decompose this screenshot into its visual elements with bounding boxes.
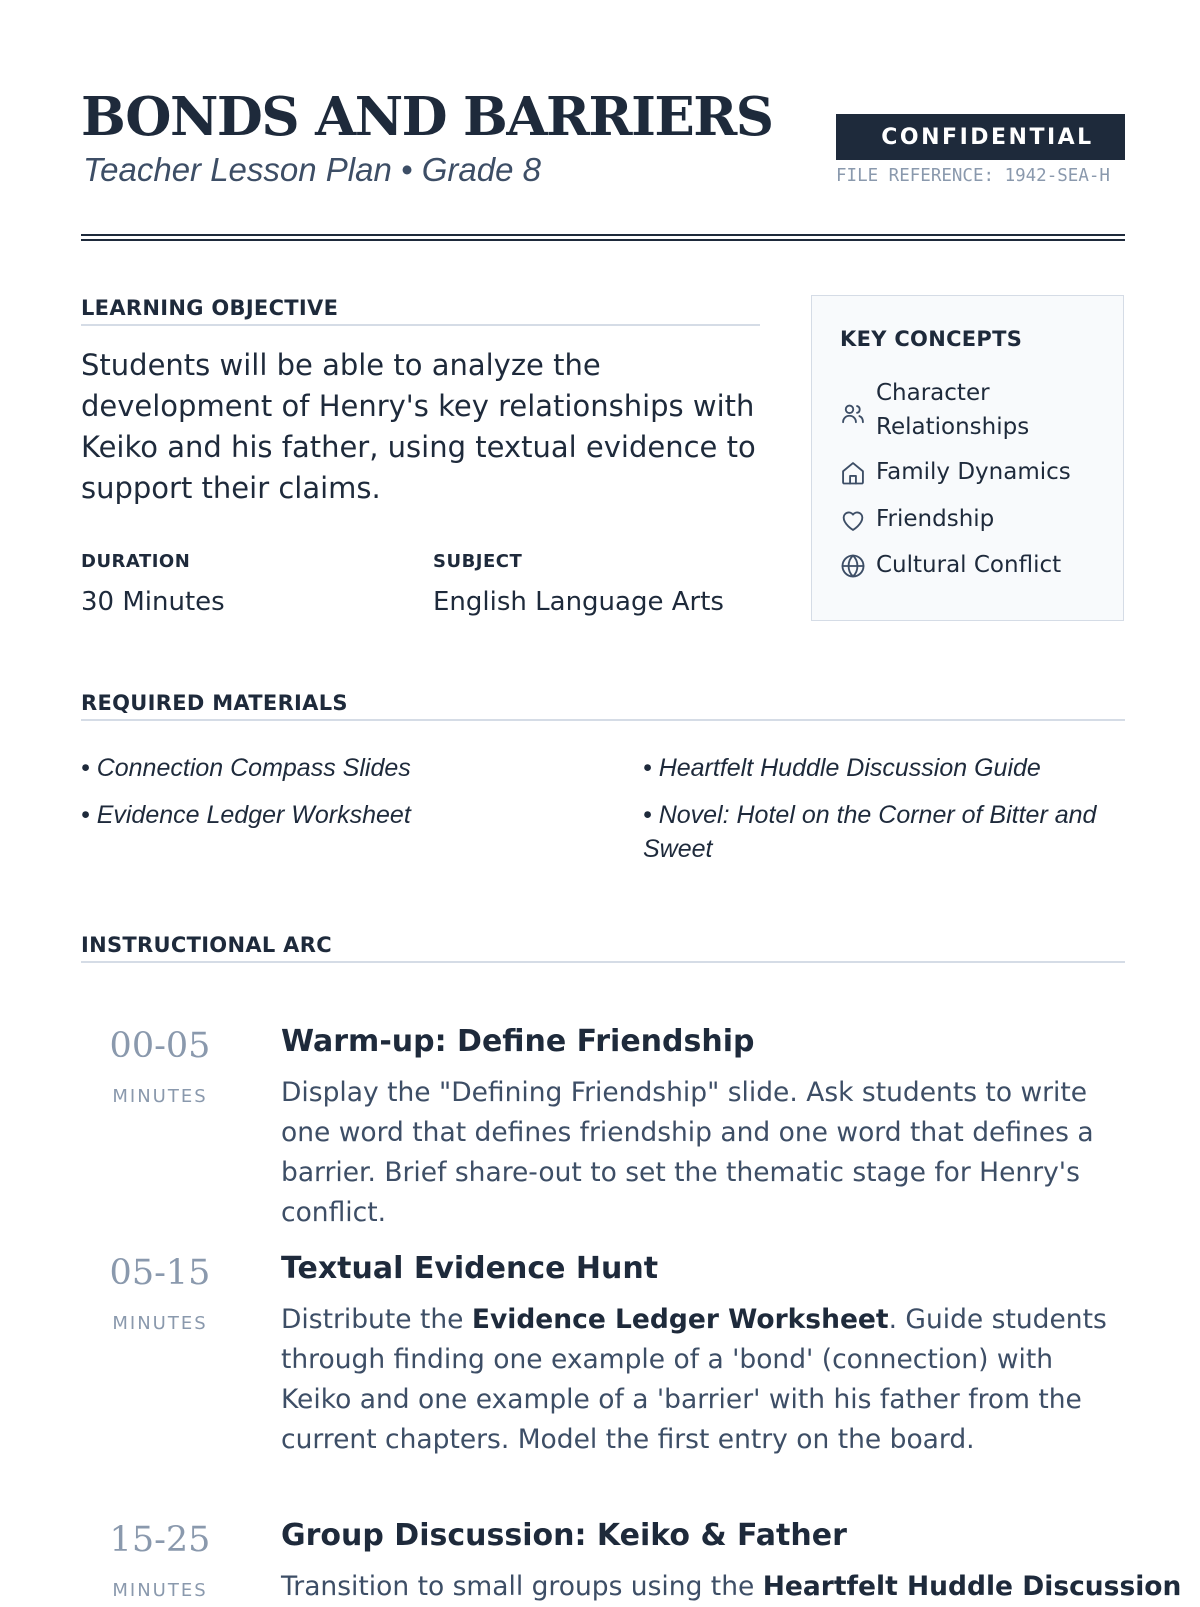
heart-icon xyxy=(839,506,867,534)
document-title: BONDS AND BARRIERS xyxy=(81,86,773,148)
step-title: Textual Evidence Hunt xyxy=(281,1251,659,1286)
home-icon xyxy=(839,459,867,487)
material-item: • Heartfelt Huddle Discussion Guide xyxy=(643,754,1041,782)
subject-value: English Language Arts xyxy=(433,587,724,617)
document-subtitle: Teacher Lesson Plan • Grade 8 xyxy=(83,151,541,188)
step-time-unit: MINUTES xyxy=(112,1086,208,1107)
step-title: Warm-up: Define Friendship xyxy=(281,1024,755,1059)
key-concepts-heading: KEY CONCEPTS xyxy=(840,327,1023,351)
header-divider-top xyxy=(81,234,1125,236)
learning-objective-heading: LEARNING OBJECTIVE xyxy=(81,296,760,326)
duration-value: 30 Minutes xyxy=(81,587,225,617)
step-time-unit: MINUTES xyxy=(112,1313,208,1334)
globe-icon xyxy=(839,552,867,580)
concept-cultural-conflict: Cultural Conflict xyxy=(876,552,1062,578)
material-item: • Novel: Hotel on the Corner of Bitter and Sweet xyxy=(643,801,1097,863)
step-description xyxy=(281,1300,1113,1460)
subject-label: SUBJECT xyxy=(433,551,523,572)
step-description-text: . Guide students through finding one example of a 'bond' (connection) with Keiko and one example of a 'barrier' with his father from the current chapters. Model the first entry on the board. xyxy=(281,1304,1107,1455)
header-divider-bottom xyxy=(81,239,1125,241)
learning-objective-text: Students will be able to analyze the development of Henry's key relationships with Keiko and his father, using textual evidence to support their claims. xyxy=(81,348,756,505)
step-time: 15-25 xyxy=(109,1520,211,1560)
step-description: Display the "Defining Friendship" slide. Ask students to write one word that defines friendship and one word that defines a barrier. Brief share-out to set the thematic stage for Henry's conflict. xyxy=(281,1077,1094,1228)
confidential-badge: CONFIDENTIAL xyxy=(836,114,1125,160)
material-item: • Evidence Ledger Worksheet xyxy=(81,801,411,829)
instructional-arc-heading: INSTRUCTIONAL ARC xyxy=(81,933,1125,963)
file-reference: FILE REFERENCE: 1942-SEA-H xyxy=(836,166,1110,186)
step-description xyxy=(281,1567,1182,1607)
step-time: 00-05 xyxy=(109,1026,211,1066)
material-item: • Connection Compass Slides xyxy=(81,754,411,782)
step-time: 05-15 xyxy=(109,1253,211,1293)
concept-family-dynamics: Family Dynamics xyxy=(876,459,1071,485)
duration-label: DURATION xyxy=(81,551,191,572)
step-time-unit: MINUTES xyxy=(112,1580,208,1601)
step-description-text: Transition to small groups using the xyxy=(281,1571,763,1602)
users-icon xyxy=(839,400,867,428)
key-concepts-panel xyxy=(811,295,1124,621)
step-description-text: Distribute the xyxy=(281,1304,472,1335)
step-material-ref: Evidence Ledger Worksheet xyxy=(471,1304,889,1335)
concept-character-relationships: Character Relationships xyxy=(876,380,1030,440)
step-material-ref: Heartfelt Huddle Discussion xyxy=(762,1571,1182,1602)
step-title: Group Discussion: Keiko & Father xyxy=(281,1518,847,1553)
required-materials-heading: REQUIRED MATERIALS xyxy=(81,691,1125,721)
concept-friendship: Friendship xyxy=(876,506,995,532)
